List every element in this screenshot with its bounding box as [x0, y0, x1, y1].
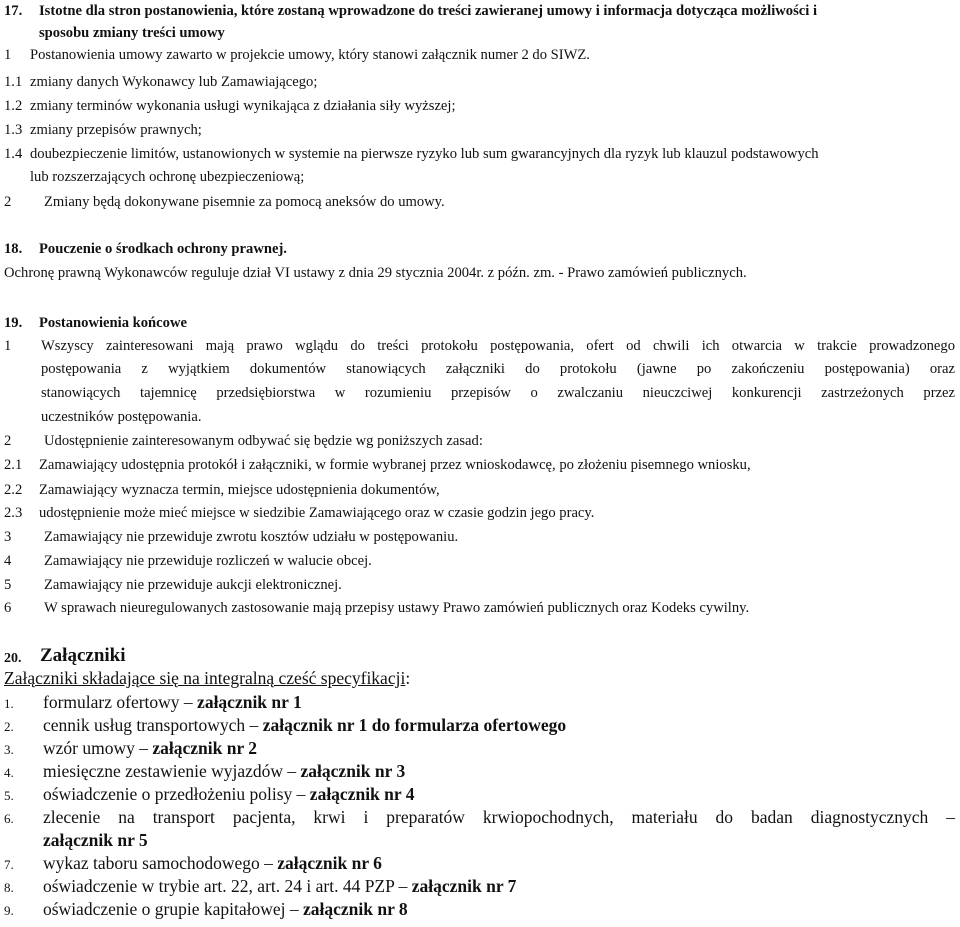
s17-item-text: zmiany przepisów prawnych; — [30, 122, 202, 138]
attachment-label: załącznik nr 1 — [197, 692, 302, 712]
s19-item-number: 2.1 — [4, 457, 23, 473]
s19-item-number: 3 — [4, 529, 12, 545]
section-17-number: 17. — [4, 3, 23, 19]
s19-paragraph-line: postępowania z wyjątkiem dokumentów stanowiących załączniki do protokołu (jawne po zakończeniu postępowania) oraz — [41, 361, 955, 377]
section-20-title: Załączniki — [40, 645, 126, 666]
section-20-intro — [4, 667, 410, 689]
attachment-label: załącznik nr 1 do formularza ofertowego — [262, 715, 567, 735]
s19-paragraph-line: uczestników postępowania. — [41, 409, 202, 425]
section-19-title: Postanowienia końcowe — [39, 315, 187, 331]
section-19-number: 19. — [4, 315, 23, 331]
attachment-item — [43, 737, 257, 759]
attachment-description: miesięczne zestawienie wyjazdów – — [43, 761, 301, 781]
s17-item-text: zmiany terminów wykonania usługi wynikająca z działania siły wyższej; — [30, 98, 456, 114]
attachment-description: formularz ofertowy – — [43, 692, 198, 712]
s17-item-text: Zmiany będą dokonywane pisemnie za pomocą aneksów do umowy. — [44, 194, 445, 210]
attachment-description: wykaz taboru samochodowego – — [43, 853, 278, 873]
s19-paragraph-line: stanowiących tajemnicę przedsiębiorstwa w rozumieniu przepisów o zwalczaniu nieuczciwej konkurencji zastrzeżonych przez — [41, 385, 955, 401]
s19-item-number: 2.2 — [4, 482, 23, 498]
attachment-label: załącznik nr 4 — [309, 784, 415, 804]
attachment-item — [43, 714, 566, 736]
section-20-intro-text: Załączniki składające się na integralną cześć specyfikacji — [4, 668, 406, 688]
s17-item-number: 1 — [4, 47, 12, 63]
s17-item-text: zmiany danych Wykonawcy lub Zamawiającego; — [30, 74, 318, 90]
s19-item-number: 2.3 — [4, 505, 23, 521]
s17-item-number: 1.3 — [4, 122, 23, 138]
attachment-description: oświadczenie o grupie kapitałowej – — [43, 899, 303, 919]
s19-item-number: 2 — [4, 433, 12, 449]
s19-item-text: Udostępnienie zainteresowanym odbywać się będzie wg poniższych zasad: — [44, 433, 483, 449]
attachment-description: wzór umowy – — [43, 738, 153, 758]
s19-item-number: 4 — [4, 553, 12, 569]
attachment-item — [43, 760, 405, 782]
s17-item-text: doubezpieczenie limitów, ustanowionych w systemie na pierwsze ryzyko lub sum gwarancyjnych dla ryzyk lub klauzul podstawowych — [30, 146, 819, 162]
s19-paragraph-line: Wszyscy zainteresowani mają prawo wglądu do treści protokołu postępowania, ofert od chwili ich otwarcia w trakcie prowadzonego — [41, 338, 955, 354]
section-18-number: 18. — [4, 241, 23, 257]
attachment-item — [43, 898, 408, 920]
s19-item-number: 1 — [4, 338, 12, 354]
attachment-label: załącznik nr 8 — [302, 899, 408, 919]
s19-item-text: Zamawiający nie przewiduje aukcji elektronicznej. — [44, 577, 342, 593]
attachment-number: 8. — [4, 880, 14, 895]
attachment-label: załącznik nr 5 — [43, 830, 148, 850]
attachment-label: załącznik nr 2 — [152, 738, 258, 758]
section-17-title-line1: Istotne dla stron postanowienia, które zostaną wprowadzone do treści zawieranej umowy i informacja dotycząca możliwości i — [39, 3, 817, 19]
attachment-description: oświadczenie o przedłożeniu polisy – — [43, 784, 310, 804]
attachment-number: 2. — [4, 719, 14, 734]
section-20-intro-colon: : — [405, 668, 411, 688]
s17-item-text: Postanowienia umowy zawarto w projekcie umowy, który stanowi załącznik numer 2 do SIWZ. — [30, 47, 590, 63]
s19-item-text: Zamawiający nie przewiduje rozliczeń w walucie obcej. — [44, 553, 372, 569]
attachment-number: 9. — [4, 903, 14, 918]
attachment-label: załącznik nr 7 — [411, 876, 517, 896]
s17-item-number: 1.1 — [4, 74, 23, 90]
s19-item-number: 6 — [4, 600, 12, 616]
section-20-number: 20. — [4, 651, 22, 666]
attachment-label: załącznik nr 6 — [277, 853, 382, 873]
s19-item-text: Zamawiający udostępnia protokół i załączniki, w formie wybranej przez wnioskodawcę, po złożeniu pisemnego wniosku, — [39, 457, 751, 473]
attachment-number: 5. — [4, 788, 14, 803]
s19-item-text: udostępnienie może mieć miejsce w siedzibie Zamawiającego oraz w czasie godzin jego pracy. — [39, 505, 595, 521]
attachment-item — [43, 875, 516, 897]
attachment-number: 4. — [4, 765, 14, 780]
attachment-description: zlecenie na transport pacjenta, krwi i preparatów krwiopochodnych, materiału do badan diagnostycznych – — [43, 807, 955, 827]
section-17-title-line2: sposobu zmiany treści umowy — [39, 25, 225, 41]
s17-item-number: 1.4 — [4, 146, 23, 162]
attachment-number: 3. — [4, 742, 14, 757]
attachment-number: 1. — [4, 696, 14, 711]
attachment-description: cennik usług transportowych – — [43, 715, 263, 735]
section-18-text: Ochronę prawną Wykonawców reguluje dział VI ustawy z dnia 29 stycznia 2004r. z późn. zm. - Prawo zamówień publicznych. — [4, 265, 747, 281]
s17-item-number: 2 — [4, 194, 12, 210]
attachment-number: 7. — [4, 857, 14, 872]
attachment-item — [43, 783, 414, 805]
s19-item-text: Zamawiający wyznacza termin, miejsce udostępnienia dokumentów, — [39, 482, 440, 498]
s17-item-number: 1.2 — [4, 98, 23, 114]
attachment-label: załącznik nr 3 — [300, 761, 406, 781]
attachment-item — [43, 691, 302, 713]
attachment-number: 6. — [4, 811, 14, 826]
attachment-description: oświadczenie w trybie art. 22, art. 24 i art. 44 PZP – — [43, 876, 412, 896]
s19-item-text: Zamawiający nie przewiduje zwrotu kosztów udziału w postępowaniu. — [44, 529, 459, 545]
s17-item-continuation: lub rozszerzających ochronę ubezpieczeniową; — [30, 169, 305, 185]
section-18-title: Pouczenie o środkach ochrony prawnej. — [39, 241, 287, 257]
attachment-item — [43, 852, 382, 874]
s19-item-text: W sprawach nieuregulowanych zastosowanie mają przepisy ustawy Prawo zamówień publicznych oraz Kodeks cywilny. — [44, 600, 750, 616]
s19-item-number: 5 — [4, 577, 12, 593]
